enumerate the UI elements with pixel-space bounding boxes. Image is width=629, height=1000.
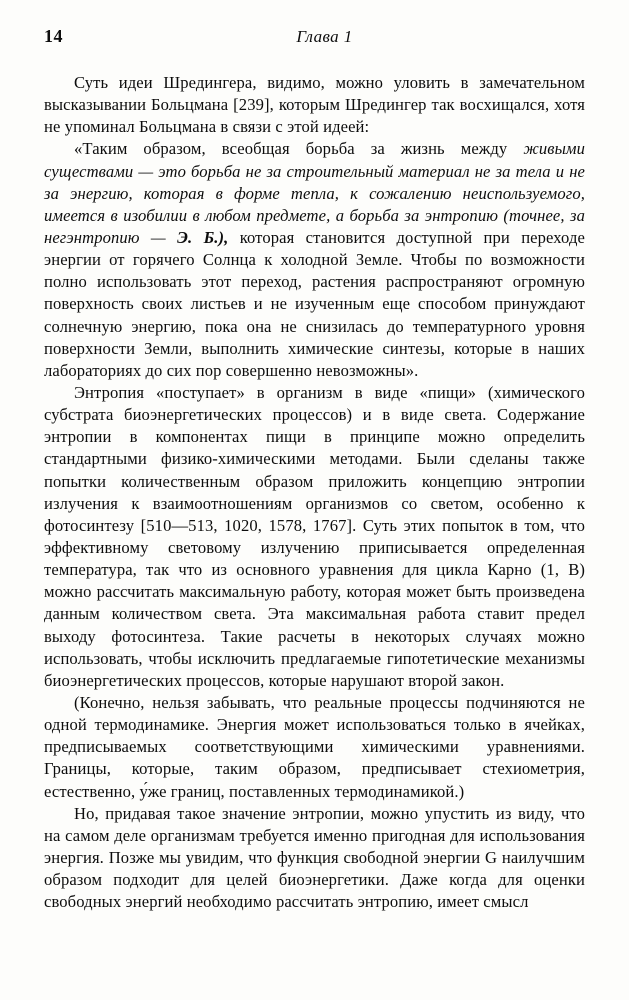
paragraph-1: Суть идеи Шредингера, видимо, можно уловить в замечательном высказывании Больцмана [239], которым Шредингер так восхищался, хотя не упоминал Больцмана в связи с этой идеей: — [44, 73, 585, 137]
paragraph-4: (Конечно, нельзя забывать, что реальные процессы подчиняются не одной термодинамике. Энергия может использоваться только в ячейках, предписываемых соответствующими химическими уравнениями. Границы, которые, таким образом, предписывает стехиометрия, естественно, у́же границ, поставленных термодинамикой.) — [44, 692, 585, 801]
paragraph-5: Но, придавая такое значение энтропии, можно упустить из виду, что на самом деле организмам требуется именно пригодная для использования энергия. Позже мы увидим, что функция свободной энергии G наилучшим образом подходит для целей биоэнергетики. Даже когда для оценки свободных энергий необходимо рассчитать энтропию, имеет смысл — [44, 803, 585, 912]
running-head: Глава 1 — [296, 27, 353, 46]
quote-segment-4: которая становится доступной при переходе энергии от горячего Солнца к холодной Земле. Чтобы по возможности полно использовать этот переход, растения распространяют огромную поверхность своих листьев и не изученным еще способом принуждают солнечную энергию, пока она не снизилась до температурного уровня поверхности Земли, выполнить химические синтезы, которые в наших лабораториях до сих пор совершенно невозможны». — [44, 227, 585, 380]
paragraph-2-quote — [44, 138, 585, 382]
page-number: 14 — [44, 26, 63, 46]
quote-segment-2: живыми существами — это борьба не за строительный материал не за тела и не за энергию, которая в форме тепла, к сожалению неиспользуемого, имеется в изобилии в любом предмете, а борьба за энтропию (точнее, за негэнтропию — — [44, 139, 585, 247]
body-text — [44, 72, 585, 913]
paragraph-3: Энтропия «поступает» в организм в виде «пищи» (химического субстрата биоэнергетических процессов) и в виде света. Содержание энтропии в компонентах пищи в принципе можно определить стандартными физико-химическими методами. Были сделаны также попытки количественным образом приложить концепцию энтропии излучения к взаимоотношениям организмов со светом, особенно к фотосинтезу [510—513, 1020, 1578, 1767]. Суть этих попыток в том, что эффективному световому излучению приписывается определенная температура, так что из основного уравнения для цикла Карно (1, В) можно рассчитать максимальную работу, которая может быть произведена данным количеством света. Эта максимальная работа ставит предел выходу фотосинтеза. Такие расчеты в некоторых случаях можно использовать, чтобы исключить предлагаемые гипотетические механизмы биоэнергетических процессов, которые нарушают второй закон. — [44, 382, 585, 690]
quote-attribution: Э. Б.), — [177, 227, 229, 247]
quote-segment-1: «Таким образом, всеобщая борьба за жизнь между — [74, 139, 524, 159]
page-header — [44, 26, 585, 52]
